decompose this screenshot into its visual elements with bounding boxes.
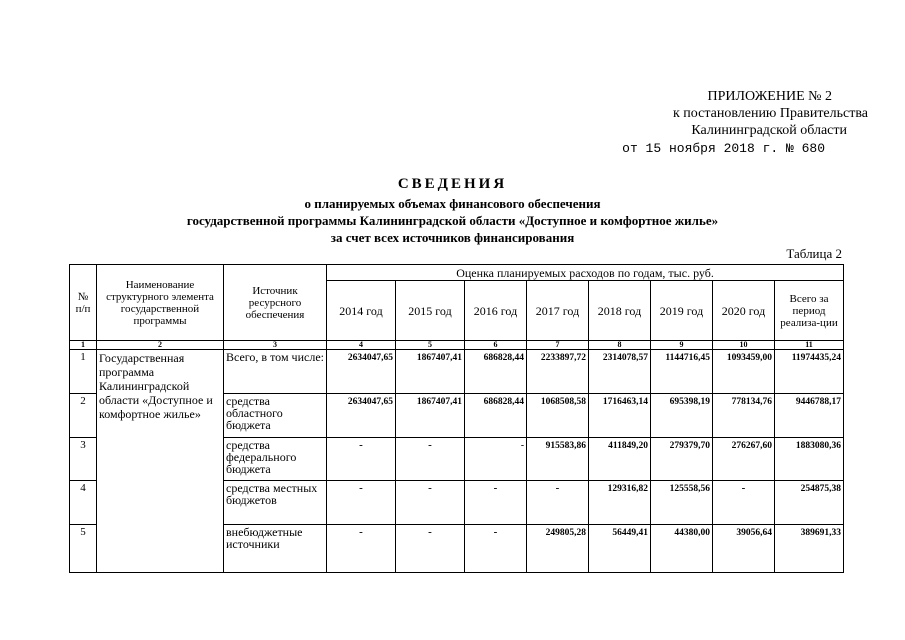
value-cell: 249805,28 [527,525,589,573]
source-label: средства местных бюджетов [224,481,327,525]
source-label: Всего, в том числе: [224,350,327,394]
value-cell: 1144716,45 [651,350,713,394]
column-number: 3 [224,341,327,350]
value-cell: 2314078,57 [589,350,651,394]
value-cell: 389691,33 [775,525,844,573]
value-cell: 915583,86 [527,438,589,481]
value-cell: 1093459,00 [713,350,775,394]
value-cell: - [527,481,589,525]
header-element: Наименование структурного элемента государственной программы [97,265,224,341]
value-cell: - [327,525,396,573]
value-cell: - [396,525,465,573]
value-cell: - [713,481,775,525]
appendix-region: Калининградской области [691,123,847,138]
header-num: № п/п [70,265,97,341]
document-subtitle-1: о планируемых объемах финансового обеспечения [304,196,601,211]
appendix-title: ПРИЛОЖЕНИЕ № 2 [707,89,832,104]
value-cell: - [327,438,396,481]
value-cell: 686828,44 [465,394,527,438]
value-cell: 1716463,14 [589,394,651,438]
row-number: 4 [70,481,97,525]
document-title: СВЕДЕНИЯ [397,176,508,192]
column-number: 7 [527,341,589,350]
header-source: Источник ресурсного обеспечения [224,265,327,341]
source-label: средства областного бюджета [224,394,327,438]
value-cell: 778134,76 [713,394,775,438]
source-label: средства федерального бюджета [224,438,327,481]
value-cell: 1867407,41 [396,394,465,438]
value-cell: 1883080,36 [775,438,844,481]
header-year: 2019 год [651,281,713,341]
value-cell: 695398,19 [651,394,713,438]
element-name: Государственная программа Калининградской области «Доступное и комфортное жилье» [97,350,224,573]
value-cell: 1068508,58 [527,394,589,438]
value-cell: - [465,438,527,481]
value-cell: - [465,481,527,525]
value-cell: 56449,41 [589,525,651,573]
value-cell: 411849,20 [589,438,651,481]
value-cell: - [396,438,465,481]
header-estimate: Оценка планируемых расходов по годам, тыс. руб. [327,265,844,281]
row-number: 1 [70,350,97,394]
document-subtitle-3: за счет всех источников финансирования [330,230,575,245]
value-cell: 9446788,17 [775,394,844,438]
value-cell: 125558,56 [651,481,713,525]
column-number: 9 [651,341,713,350]
appendix-date: от 15 ноября 2018 г. № 680 [622,141,825,156]
value-cell: 39056,64 [713,525,775,573]
value-cell: - [327,481,396,525]
column-number: 8 [589,341,651,350]
value-cell: 1867407,41 [396,350,465,394]
column-number: 6 [465,341,527,350]
column-number: 11 [775,341,844,350]
value-cell: 129316,82 [589,481,651,525]
row-number: 2 [70,394,97,438]
funding-table [69,264,844,573]
source-label: внебюджетные источники [224,525,327,573]
row-number: 5 [70,525,97,573]
header-total: Всего за период реализа-ции [775,281,844,341]
column-number: 4 [327,341,396,350]
header-year: 2017 год [527,281,589,341]
header-year: 2014 год [327,281,396,341]
value-cell: 44380,00 [651,525,713,573]
value-cell: 2233897,72 [527,350,589,394]
table-row [70,350,844,394]
value-cell: - [465,525,527,573]
value-cell: 2634047,65 [327,350,396,394]
row-number: 3 [70,438,97,481]
document-subtitle-2: государственной программы Калининградской области «Доступное и комфортное жилье» [186,213,719,228]
appendix-resolution: к постановлению Правительства [672,106,868,121]
column-number: 2 [97,341,224,350]
header-year: 2016 год [465,281,527,341]
table-label: Таблица 2 [786,246,842,261]
column-number: 10 [713,341,775,350]
value-cell: - [396,481,465,525]
column-number: 1 [70,341,97,350]
value-cell: 686828,44 [465,350,527,394]
value-cell: 11974435,24 [775,350,844,394]
value-cell: 2634047,65 [327,394,396,438]
header-year: 2020 год [713,281,775,341]
header-year: 2015 год [396,281,465,341]
column-number: 5 [396,341,465,350]
value-cell: 279379,70 [651,438,713,481]
value-cell: 254875,38 [775,481,844,525]
header-year: 2018 год [589,281,651,341]
value-cell: 276267,60 [713,438,775,481]
